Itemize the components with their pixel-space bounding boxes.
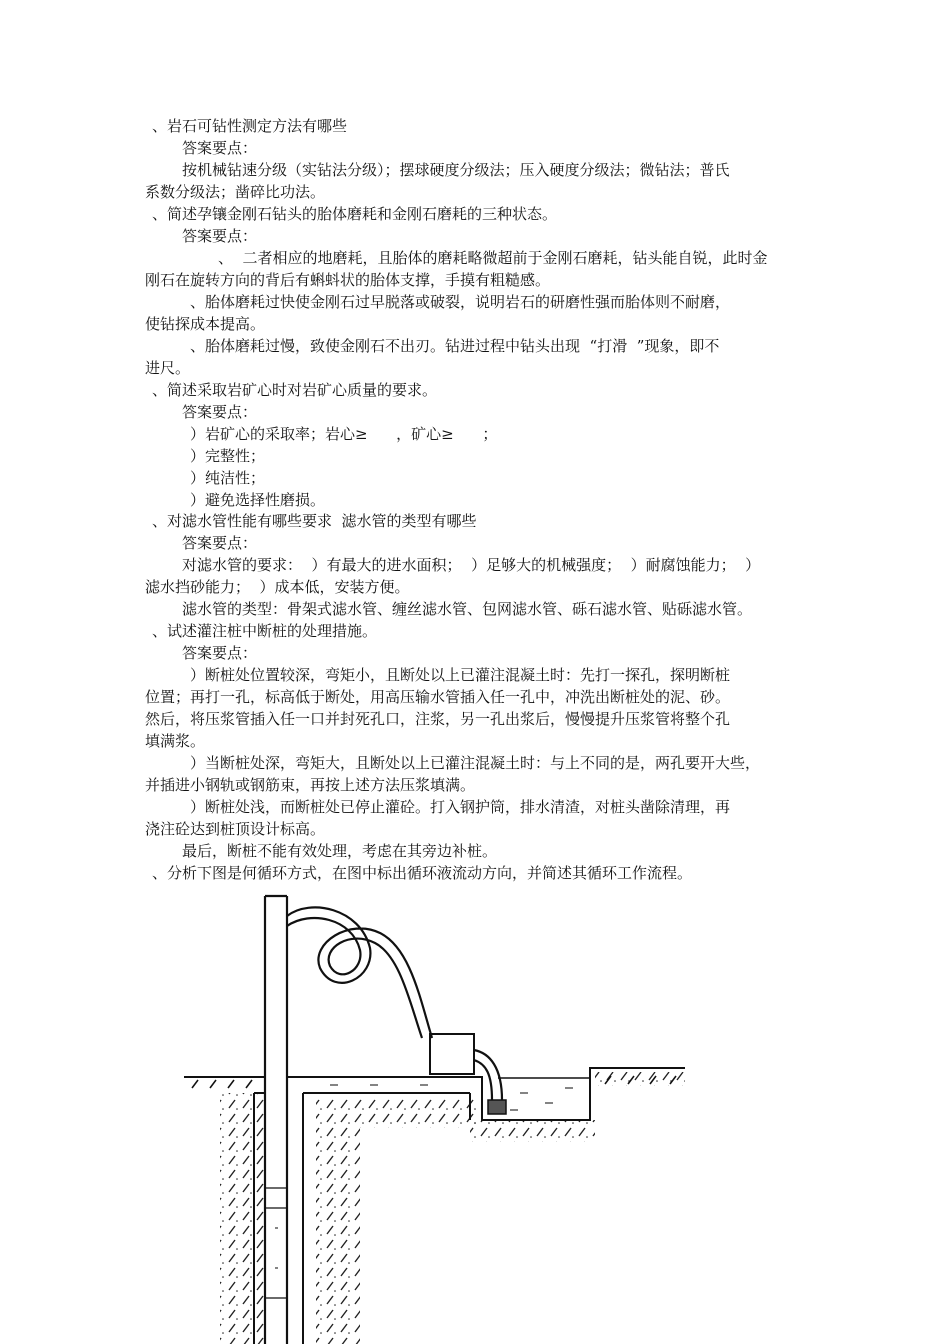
question-3-answer-line: ）完整性； — [190, 447, 266, 465]
question-3-title: 、简述采取岩矿心时对岩矿心质量的要求。 — [152, 381, 438, 399]
question-5-answer-line: 然后，将压浆管插入任一口并封死孔口，注浆，另一孔出浆后，慢慢提升压浆管将整个孔 — [145, 710, 731, 728]
strainer-icon — [488, 1100, 506, 1114]
question-1-answer-label: 答案要点： — [182, 139, 258, 157]
question-1-answer-line: 按机械钻速分级（实钻法分级）；摆球硬度分级法；压入硬度分级法；微钻法；普氏 — [182, 161, 730, 179]
question-5-answer-line: 位置；再打一孔，标高低于断处，用高压输水管插入任一孔中，冲洗出断桩处的泥、砂。 — [145, 688, 731, 706]
question-4-title: 、对滤水管性能有哪些要求 滤水管的类型有哪些 — [152, 512, 477, 530]
question-4-answer-line: 对滤水管的要求： ）有最大的进水面积； ）足够大的机械强度； ）耐腐蚀能力； ） — [182, 556, 761, 574]
question-5-answer-line: 浇注砼达到桩顶设计标高。 — [145, 820, 326, 838]
question-5-answer-line: 最后，断桩不能有效处理，考虑在其旁边补桩。 — [182, 842, 498, 860]
ground-surface-left — [184, 1077, 265, 1088]
question-3-answer-line: ）避免选择性磨损。 — [190, 491, 326, 509]
question-3-answer-line: ）纯洁性； — [190, 469, 266, 487]
question-2-answer-line: 刚石在旋转方向的背后有蝌蚪状的胎体支撑，手摸有粗糙感。 — [145, 271, 551, 289]
drill-pipe — [264, 896, 288, 1344]
question-5-answer-line: 填满浆。 — [145, 732, 206, 750]
question-5-answer-line: 并插进小钢轨或钢筋束，再按上述方法压浆填满。 — [145, 776, 476, 794]
question-5-answer-label: 答案要点： — [182, 644, 258, 662]
mud-pump — [430, 1034, 474, 1074]
question-5-answer-line: ）断桩处位置较深，弯矩小，且断处以上已灌注混凝土时：先打一探孔，探明断桩 — [190, 666, 731, 684]
question-2-title: 、简述孕镶金刚石钻头的胎体磨耗和金刚石磨耗的三种状态。 — [152, 205, 558, 223]
question-3-answer-line: ）岩矿心的采取率；岩心≥ ，矿心≥ ； — [190, 425, 498, 443]
soil-hatching-left — [220, 1093, 264, 1344]
question-5-answer-line: ）断桩处浅，而断桩处已停止灌砼。打入钢护筒，排水清渣，对桩头凿除清理，再 — [190, 798, 731, 816]
question-4-answer-label: 答案要点： — [182, 534, 258, 552]
question-2-answer-line: 进尺。 — [145, 359, 191, 377]
question-1-answer-line: 系数分级法；凿碎比功法。 — [145, 183, 326, 201]
question-2-answer-label: 答案要点： — [182, 227, 258, 245]
question-6-title: 、分析下图是何循环方式，在图中标出循环液流动方向，并简述其循环工作流程。 — [152, 864, 693, 882]
question-2-answer-line: 、 二者相应的地磨耗，且胎体的磨耗略微超前于金刚石磨耗，钻头能自锐，此时金 — [218, 249, 768, 267]
question-1-title: 、岩石可钻性测定方法有哪些 — [152, 117, 348, 135]
delivery-hose — [287, 907, 432, 1038]
question-2-answer-line: 使钻探成本提高。 — [145, 315, 266, 333]
question-3-answer-label: 答案要点： — [182, 403, 258, 421]
question-5-answer-line: ）当断桩处深，弯矩大，且断处以上已灌注混凝土时：与上不同的是，两孔要开大些， — [190, 754, 761, 772]
question-5-title: 、试述灌注桩中断桩的处理措施。 — [152, 622, 378, 640]
question-2-answer-line: 、胎体磨耗过慢，致使金刚石不出刃。钻进过程中钻头出现 “打滑 ”现象，即不 — [190, 337, 720, 355]
circulation-diagram — [170, 888, 700, 1344]
pool-fluid-marks — [510, 1088, 573, 1110]
question-4-answer-line: 滤水挡砂能力； ）成本低，安装方便。 — [145, 578, 410, 596]
suction-hose — [474, 1050, 502, 1100]
question-2-answer-line: 、胎体磨耗过快使金刚石过早脱落或破裂，说明岩石的研磨性强而胎体则不耐磨， — [190, 293, 731, 311]
question-4-answer-line: 滤水管的类型：骨架式滤水管、缠丝滤水管、包网滤水管、砾石滤水管、贴砾滤水管。 — [182, 600, 753, 618]
